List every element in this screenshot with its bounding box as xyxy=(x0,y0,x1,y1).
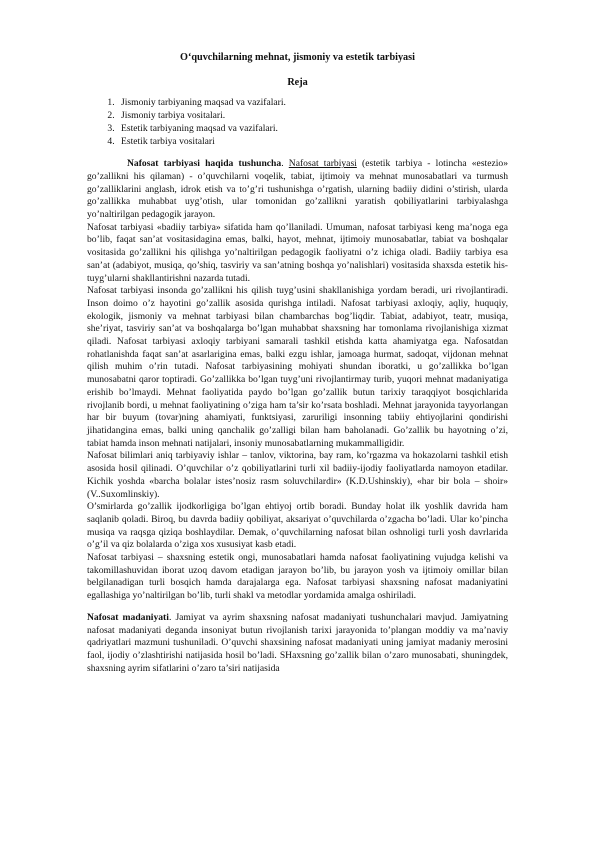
plan-heading: Reja xyxy=(287,76,308,88)
paragraph: Nafosat tarbiyasi «badiiy tarbiya» sifatida ham qo’llaniladi. Umuman, nafosat tarbiyasi keng ma’noga ega bo’lib, faqat san’at vositasidagina emas, balki, hayot, mehnat, ijtimoiy munosabatlar, tabiat va boshqalar vositasida go’zallikni his qilishga yo’naltirilgan pedagogik faoliyatni o’z ichiga oladi. Badiiy tarbiya esa san’at (adabiyot, musiqa, qo’shiq, tasviriy va san’atning boshqa yo’nalishlari) vositasida shaxsda estetik his-tuyg’ularni shakllantirishni nazarda tutadi. xyxy=(87,221,508,284)
paragraph: Nafosat tarbiyasi – shaxsning estetik ongi, munosabatlari hamda nafosat faoliyatining vujudga kelishi va takomillashuvidan iborat uzoq davom etadigan jarayon bo’lib, bu jarayon yosh va ijtimoiy omillar bilan belgilanadigan turli bosqich hamda darajalarga ega. Nafosat tarbiyasi shaxsning nafosat madaniyatini egallashiga yo’naltirilgan bo’lib, turli shakl va metodlar yordamida amalga oshiriladi. xyxy=(87,552,508,602)
plan-item: 1. Jismoniy tarbiyaning maqsad va vazifalari. xyxy=(117,97,508,110)
paragraph-culture xyxy=(87,612,508,676)
paragraph: Nafosat bilimlari aniq tarbiyaviy ishlar – tanlov, viktorina, bay ram, ko’rgazma va hokazolarni tashkil etish asosida hosil qilinadi. O’quvchilar o’z qobiliyatlarini turli xil badiiy-ijodiy faoliyatlarda namoyon etadilar. Kichik yoshda «barcha bolalar istes’nosiz rasm soluvchilardir» (K.D.Ushinskiy), «har bir bola – shoir» (V..Suxomlinskiy). xyxy=(87,450,508,500)
section-heading: Nafosat tarbiyasi haqida tushuncha xyxy=(127,158,282,170)
document-page xyxy=(87,52,508,675)
paragraph-intro xyxy=(87,158,508,222)
paragraph: Nafosat tarbiyasi insonda go’zallikni his qilish tuyg’usini shakllanishiga yordam beradi, uri rivojlantiradi. Inson doimo o’z hayotini go’zallik asosida qurishga intiladi. Nafosat tarbiyasi axloqiy, aqliy, huquqiy, ekologik, jismoniy va mehnat tarbiyasi bilan chambarchas bog’liqdir. Tabiat, adabiyot, teatr, musiqa, she’riyat, tasviriy san’at va boshqalarga bo’lgan muhabbat shaxsning har tomonlama rivojlanishiga xizmat qiladi. Nafosat tarbiyasi axloqiy tarbiyani samarali tashkil etishda katta ahamiyatga ega. Nafosatdan rohatlanishda faqat san’at asarlarigina emas, balki ezgu ishlar, jamoaga hurmat, sadoqat, vijdonan mehnat qilish muhim o’rin tutadi. Nafosat tarbiyasining mohiyati shundan iboratki, u go’zallikka bo’lgan munosabatni qaror toptiradi. Go’zallikka bo’lgan tuyg’uni rivojlantirmay turib, yuqori mehnat madaniyatiga erishib bo’lmaydi. Mehnat faoliyatida paydo bo’lgan go’zallik butun tarixiy taraqqiyot bosqichlarida rivojlanib bordi, u mehnat faoliyatining o’ziga ham ta’sir ko’rsata boshladi. Mehnat jarayonida tayyorlangan har bir buyum (tovar)ning ahamiyati, funktsiyasi, zaruriligi insonning tabiiy ehtiyojlarini qondirishi jihatidangina emas, balki uning qanchalik go’zalligi bilan ham baholanadi. Go’zallik bu hayotning o’zi, tabiat hamda inson mehnati natijalari, insoniy munosabatlarning mukammalligidir. xyxy=(87,285,508,449)
paragraph-text: . Jamiyat va ayrim shaxsning nafosat madaniyati tushunchalari mavjud. Jamiyatning nafosat madaniyati deganda insoniyat butun rivojlanish tarixi jarayonida to’plangan moddiy va ma’naviy qadriyatlari mazmuni tushuniladi. O’quvchi shaxsining nafosat madaniyati uning jamiyat madaniy merosini faol, ijodiy o’zlashtirishi natijasida hosil bo’ladi. SHaxsning go’zallik bilan o’zaro munosabati, shuningdek, shaxsning ayrim sifatlarini o’zaro ta’siri natijasida xyxy=(87,611,509,674)
paragraph-gap xyxy=(87,603,508,612)
paragraph-text: (estetik tarbiya - lotincha «estezio» go’zallikni his qilaman) - o’quvchilarni voqelik, tabiat, ijtimoiy va mehnat munosabatlari va turmush go’zalliklarini anglash, idrok etish va to’g’ri tushunishga o’rgatish, ularning badiiy didini o’stirish, ularda go’zallikka muhabbat uyg’otish, ular tomonidan go’zallikni yaratish qobiliyatlarini tarbiyalashga yo’naltirilgan pedagogik jarayon. xyxy=(87,158,508,221)
plan-list xyxy=(87,97,508,148)
heading-dot: . xyxy=(281,158,289,170)
section-heading: Nafosat madaniyati xyxy=(87,611,169,623)
underlined-term: Nafosat tarbiyasi xyxy=(288,158,357,170)
plan-item: 4. Estetik tarbiya vositalari xyxy=(117,136,508,149)
paragraph: O’smirlarda go’zallik ijodkorligiga bo’lgan ehtiyoj ortib boradi. Bunday holat ilk yoshlik davrida ham saqlanib qoladi. Biroq, bu davrda badiiy qobiliyat, aksariyat o’quvchilarda o’zgacha bo’ladi. Ular ko’pincha musiqa va raqsga qiziqa boshlaydilar. Demak, o’quvchilarning nafosat bilan oshnoligi turli yosh davrlarida o’g’il va qiz bolalarda o’ziga xos xususiyat kasb etadi. xyxy=(87,501,508,551)
plan-item: 2. Jismoniy tarbiya vositalari. xyxy=(117,110,508,123)
document-title: O‘quvchilarning mehnat, jismoniy va estetik tarbiyasi xyxy=(180,52,415,63)
plan-item: 3. Estetik tarbiyaning maqsad va vazifalari. xyxy=(117,123,508,136)
